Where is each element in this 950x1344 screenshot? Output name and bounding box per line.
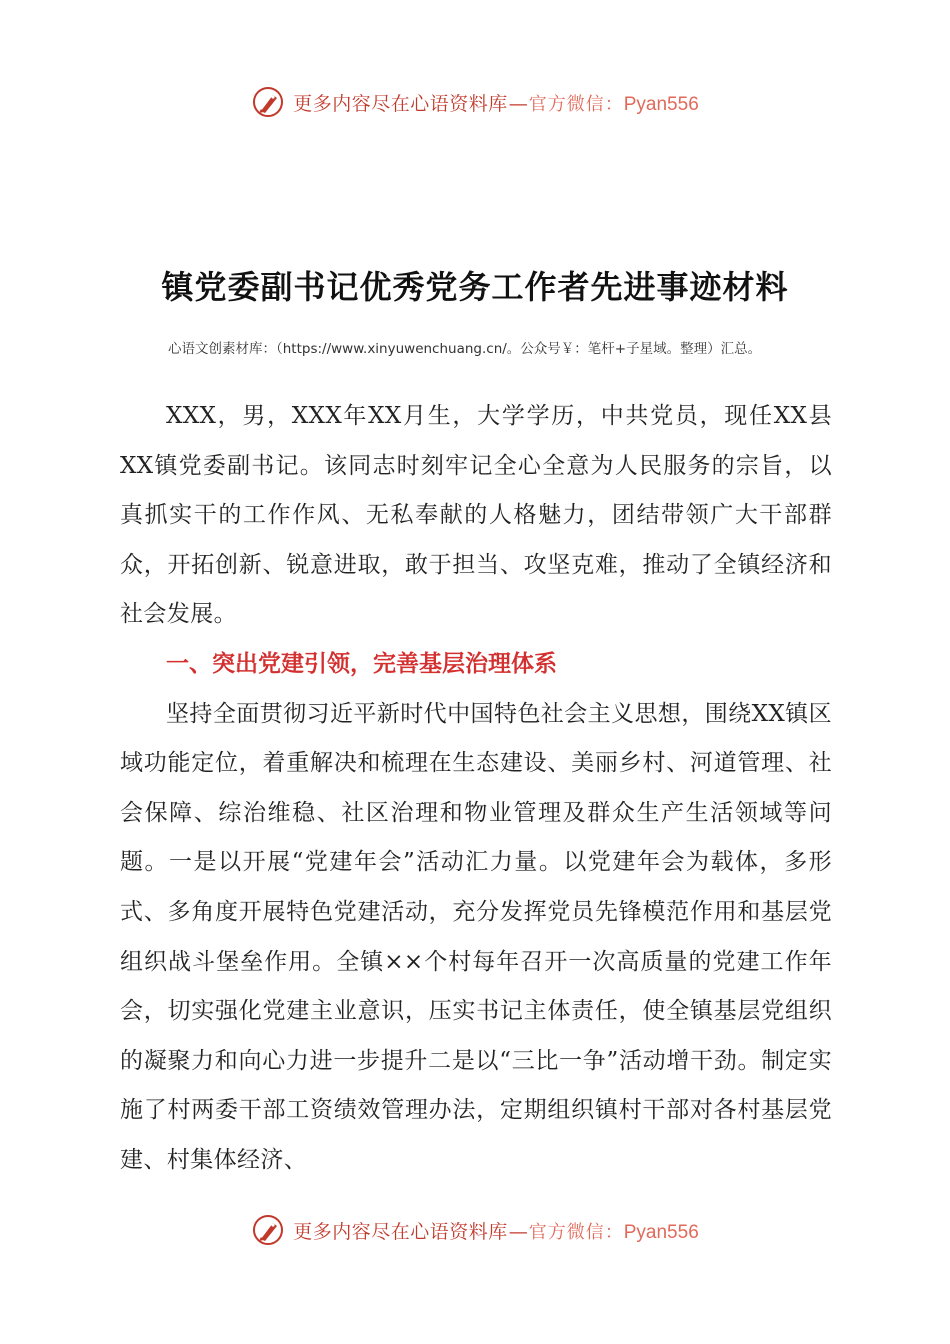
banner-dash: — — [508, 92, 528, 115]
footer-banner — [0, 1208, 950, 1252]
banner-wechat-handle: Pyan556 — [623, 1221, 699, 1243]
intro-paragraph: XXX，男，XXX年XX月生，大学学历，中共党员，现任XX县XX镇党委副书记。该同志时刻牢记全心全意为人民服务的宗旨，以真抓实干的工作作风、无私奉献的人格魅力，团结带领广大干部群众，开拓创新、锐意进取，敢于担当、攻坚克难，推动了全镇经济和社会发展。 — [120, 403, 832, 628]
banner-dash: — — [508, 1220, 528, 1243]
document-body — [120, 392, 832, 1186]
banner-main-text: 更多内容尽在心语资料库 — [293, 1220, 508, 1243]
section-paragraph: 坚持全面贯彻习近平新时代中国特色社会主义思想，围绕XX镇区域功能定位，着重解决和梳理在生态建设、美丽乡村、河道管理、社会保障、综治维稳、社区治理和物业管理及群众生产生活领域等问题。一是以开展“党建年会”活动汇力量。以党建年会为载体，多形式、多角度开展特色党建活动，充分发挥党员先锋模范作用和基层党组织战斗堡垒作用。全镇××个村每年召开一次高质量的党建工作年会，切实强化党建主业意识，压实书记主体责任，使全镇基层党组织的凝聚力和向心力进一步提升二是以“三比一争”活动增干劲。制定实施了村两委干部工资绩效管理办法，定期组织镇村干部对各村基层党建、村集体经济、 — [120, 700, 832, 1173]
section-heading: 一、突出党建引领，完善基层治理体系 — [166, 650, 557, 677]
pen-nib-icon — [251, 85, 285, 119]
banner-sub-text: 官方微信： — [528, 93, 624, 115]
document-title: 镇党委副书记优秀党务工作者先进事迹材料 — [161, 268, 789, 306]
pen-nib-icon — [251, 1213, 285, 1247]
banner-main-text: 更多内容尽在心语资料库 — [293, 92, 508, 115]
header-banner — [0, 80, 950, 124]
banner-text — [293, 89, 699, 116]
source-note: 心语文创素材库：（https://www.xinyuwenchuang.cn/。公众号￥：笔杆+子星域。整理）汇总。 — [168, 341, 762, 357]
banner-sub-text: 官方微信： — [528, 1221, 624, 1243]
banner-wechat-handle: Pyan556 — [623, 93, 699, 115]
banner-text — [293, 1217, 699, 1244]
